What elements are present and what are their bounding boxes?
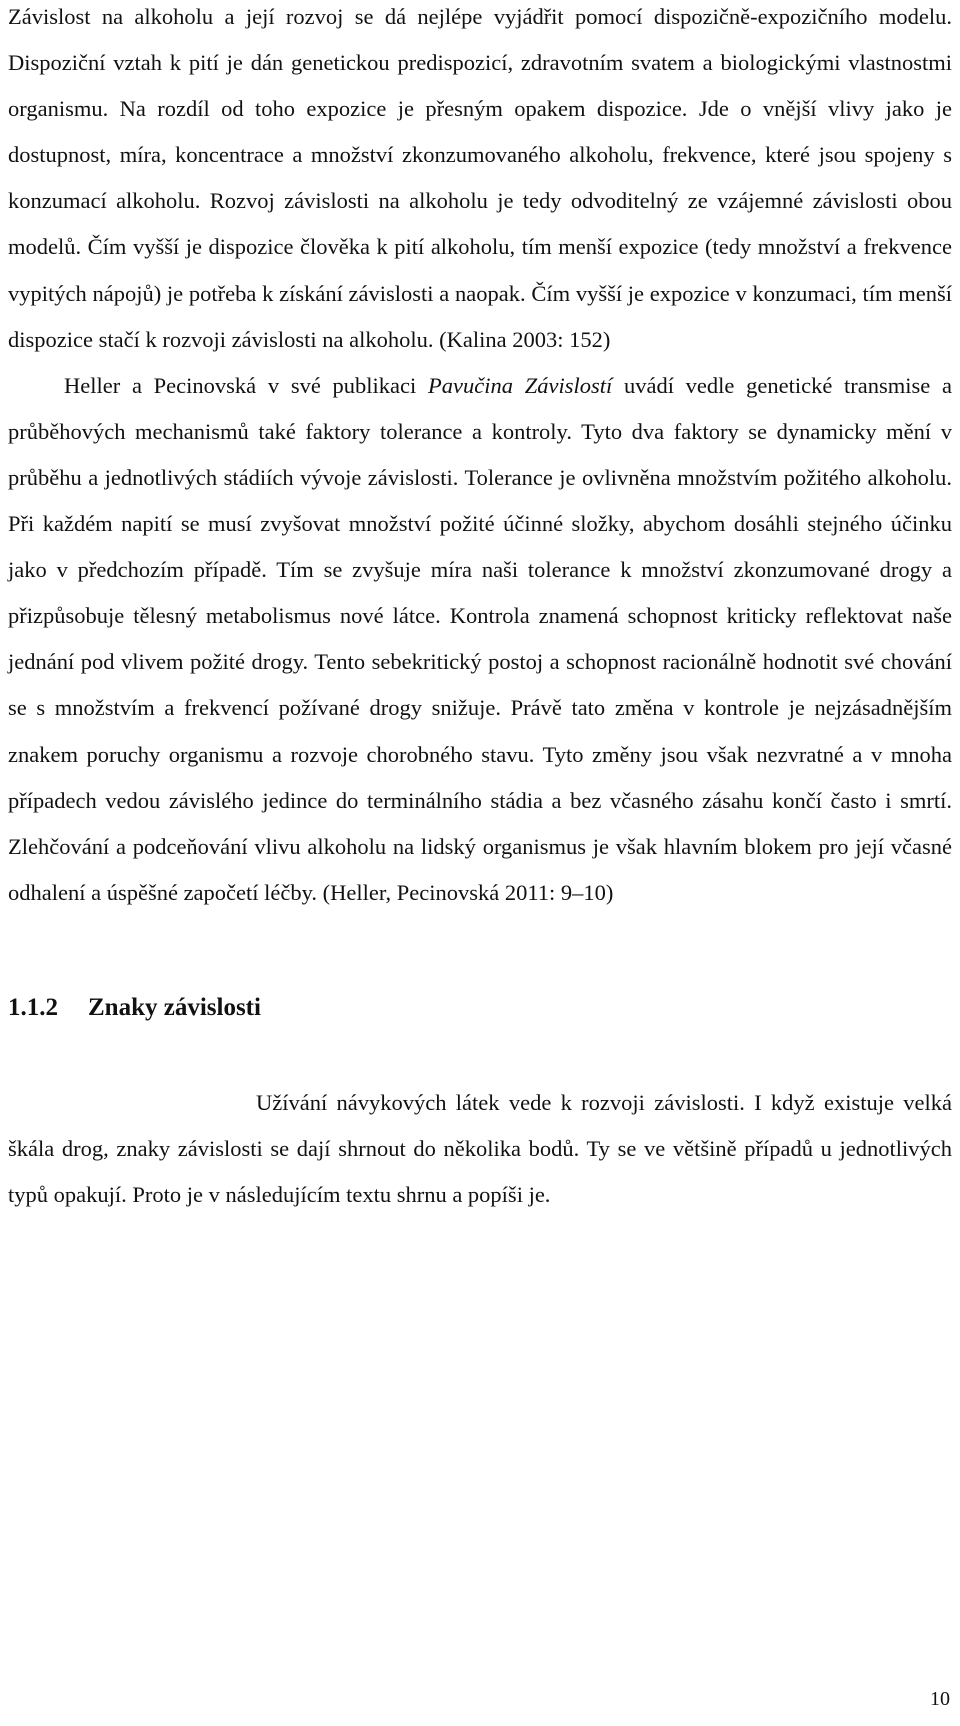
paragraph-text-before-title: Heller a Pecinovská v své publikaci [64, 372, 429, 398]
section-title: Znaky závislosti [88, 993, 261, 1021]
book-title: Pavučina Závislostí [428, 372, 613, 398]
paragraph-dependency-model: Závislost na alkoholu a její rozvoj se dá nejlépe vyjádřit pomocí dispozičně-expozičního modelu. Dispoziční vztah k pití je dán genetickou predispozicí, zdravotním svatem a biologickými vlastnostmi organismu. Na rozdíl od toho expozice je přesným opakem dispozice. Jde o vnější vlivy jako je dostupnost, míra, koncentrace a množství zkonzumovaného alkoholu, frekvence, které jsou spojeny s konzumací alkoholu. Rozvoj závislosti na alkoholu je tedy odvoditelný ze vzájemné závislosti obou modelů. Čím vyšší je dispozice člověka k pití alkoholu, tím menší expozice (tedy množství a frekvence vypitých nápojů) je potřeba k získání závislosti a naopak. Čím vyšší je expozice v konzumaci, tím menší dispozice stačí k rozvoji závislosti na alkoholu. (Kalina 2003: 152) [8, 4, 952, 352]
paragraph-text-after-title: uvádí vedle genetické transmise a průběhových mechanismů také faktory tolerance a kontroly. Tyto dva faktory se dynamicky mění v průběhu a jednotlivých stádiích vývoje závislosti. Tolerance je ovlivněna množstvím požitého alkoholu. Při každém napití se musí zvyšovat množství požité účinné složky, abychom dosáhli stejného účinku jako v předchozím případě. Tím se zvyšuje míra naši tolerance k množství zkonzumované drogy a přizpůsobuje tělesný metabolismus nové látce. Kontrola znamená schopnost kriticky reflektovat naše jednání pod vlivem požité drogy. Tento sebekritický postoj a schopnost racionálně hodnotit své chování se s množstvím a frekvencí požívané drogy snižuje. Právě tato změna v kontrole je nejzásadnějším znakem poruchy organismu a rozvoje chorobného stavu. Tyto změny jsou však nezvratné a v mnoha případech vedou závislého jedince do terminálního stádia a bez včasného zásahu končí často i smrtí. Zlehčování a podceňování vlivu alkoholu na lidský organismus je však hlavním blokem pro její včasné odhalení a úspěšné započetí léčby. (Heller, Pecinovská 2011: 9–10) [8, 372, 952, 905]
paragraph-tolerance-control [8, 363, 952, 916]
paragraph-signs-intro: Užívání návykových látek vede k rozvoji závislosti. I když existuje velká škála drog, znaky závislosti se dají shrnout do několika bodů. Ty se ve většině případů u jednotlivých typů opakují. Proto je v následujícím textu shrnu a popíši je. [8, 1089, 952, 1208]
section-heading [8, 988, 952, 1028]
page-number: 10 [930, 1688, 950, 1710]
document-page [8, 0, 952, 1218]
section-number: 1.1.2 [8, 993, 58, 1021]
